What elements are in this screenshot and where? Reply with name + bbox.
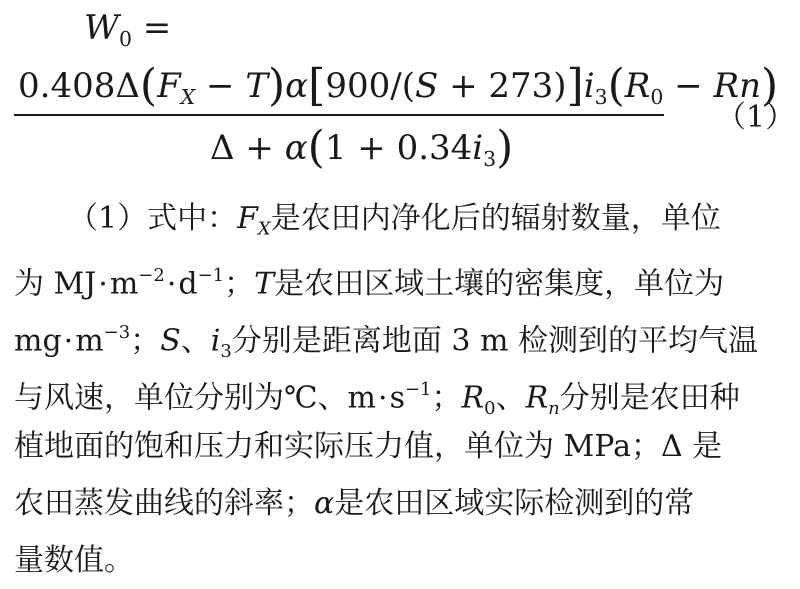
paragraph-line-6: [14, 475, 784, 532]
den-plus-1: +: [245, 128, 274, 168]
num-paren-close: ): [268, 60, 286, 111]
num-273: 273: [488, 66, 554, 106]
line3-text-c: 、: [180, 323, 211, 359]
den-i: i: [472, 128, 484, 168]
line2-T: T: [254, 266, 275, 302]
lhs-subscript: 0: [118, 27, 132, 52]
den-plus-2: +: [357, 128, 386, 168]
line2-text-c: 是农田区域土壤的密集度，单位为: [274, 266, 725, 302]
line2-m-superscript: −2: [138, 265, 165, 286]
num-coefficient: 0.408Δ: [18, 66, 140, 106]
line3-m-superscript: −3: [103, 322, 131, 343]
paragraph-line-3: [14, 304, 784, 361]
num-i-subscript: 3: [594, 85, 608, 110]
paragraph-line-4: [14, 361, 784, 418]
num-F-subscript: X: [180, 85, 196, 110]
line4-R0-subscript: 0: [484, 397, 496, 419]
den-paren-close: ): [496, 122, 514, 173]
line4-s: s: [389, 380, 405, 416]
num-i: i: [583, 66, 595, 106]
line1-F-subscript: X: [257, 218, 271, 240]
den-one: 1: [324, 128, 347, 168]
fraction-bar: [14, 114, 664, 116]
line4-text-c: 、: [495, 380, 526, 416]
line4-text-b: ；: [431, 380, 462, 416]
paragraph-line-2: [14, 247, 784, 304]
line4-Rn: R: [525, 380, 549, 416]
num-minus-1: −: [206, 66, 235, 106]
den-coefficient: 0.34: [396, 128, 473, 168]
line3-i: i: [210, 323, 221, 359]
num-alpha: α: [285, 66, 309, 106]
line3-text-b: ；: [130, 323, 161, 359]
line3-S: S: [160, 323, 181, 359]
line4-s-superscript: −1: [404, 379, 432, 400]
num-paren-open: (: [139, 60, 158, 111]
equals-sign: =: [142, 8, 172, 48]
line4-R0: R: [461, 380, 485, 416]
num-bracket-close: ]: [566, 60, 584, 111]
den-paren-open: (: [307, 122, 325, 173]
num-minus-2: −: [674, 66, 703, 106]
num-F: F: [157, 66, 181, 106]
num-R: R: [624, 66, 651, 106]
lhs-symbol: W: [84, 8, 119, 48]
line7-text: 量数值。: [14, 543, 134, 578]
equation-number: （1）: [716, 100, 796, 135]
num-R-subscript: 0: [650, 85, 664, 110]
num-T: T: [245, 66, 268, 106]
line2-d-superscript: −1: [197, 265, 225, 286]
line1-text-b: 是农田内净化后的辐射数量，单位: [270, 201, 721, 236]
line2-text-a: 为 MJ: [14, 266, 97, 302]
line2-m: m: [109, 266, 139, 302]
line1-text-a: （1）式中：: [68, 201, 238, 236]
num-900: 900: [325, 66, 391, 106]
num-plus: +: [449, 66, 478, 106]
line6-alpha: α: [314, 486, 335, 521]
line2-dot-1: ·: [98, 266, 108, 302]
line6-text-a: 农田蒸发曲线的斜率；: [14, 486, 314, 521]
line2-dot-2: ·: [166, 266, 177, 302]
line4-text-a: 与风速，单位分别为℃、m: [14, 380, 377, 416]
num-bracket-open: [: [308, 60, 326, 111]
num-paren2-open: (: [607, 60, 625, 111]
num-paren2-close: ): [760, 60, 779, 111]
line2-d: d: [178, 266, 198, 302]
line4-Rn-subscript: n: [548, 397, 560, 419]
line6-text-b: 是农田区域实际检测到的常: [334, 486, 695, 521]
line5-text: 植地面的饱和压力和实际压力值，单位为 MPa；Δ 是: [14, 429, 723, 464]
line4-text-d: 分别是农田种: [559, 380, 740, 416]
den-i-subscript: 3: [483, 147, 497, 172]
equation-lhs: [84, 8, 171, 51]
line2-text-b: ；: [224, 266, 255, 302]
paragraph-line-1: [14, 190, 784, 247]
num-slash: /: [390, 66, 402, 106]
explanation-paragraph: [14, 190, 784, 589]
den-delta: Δ: [210, 128, 235, 168]
equation-numerator: $0.408\Delta(F_X - T)\alpha[900/(S + 273)]i_3(R_0 - Rn)$: [18, 60, 779, 111]
paragraph-line-5: [14, 418, 784, 475]
line3-m: m: [75, 323, 104, 359]
line3-text-a: mg: [14, 323, 62, 359]
den-alpha: α: [284, 128, 308, 168]
equation-denominator: [210, 122, 514, 173]
line3-dot: ·: [63, 323, 74, 359]
line1-F: F: [237, 201, 258, 236]
num-Rn: Rn: [713, 66, 761, 106]
line3-text-d: 分别是距离地面 3 m 检测到的平均气温: [231, 323, 758, 359]
line4-dot: ·: [378, 380, 388, 416]
line3-i-subscript: 3: [220, 340, 232, 362]
paragraph-line-7: [14, 532, 784, 589]
num-S: S: [414, 66, 439, 106]
